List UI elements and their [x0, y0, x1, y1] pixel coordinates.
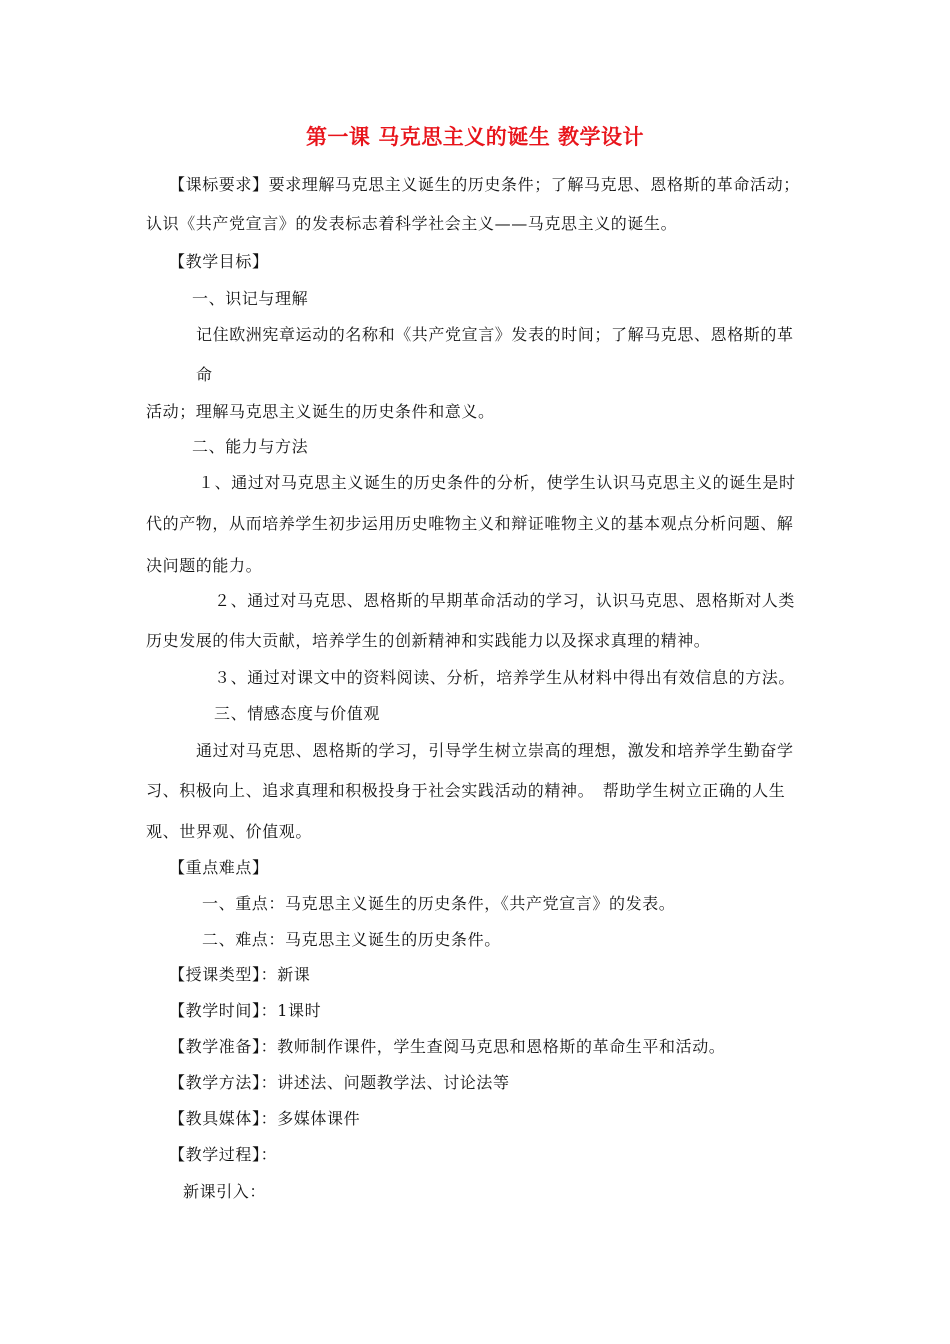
key-heading: 【重点难点】	[169, 858, 269, 877]
goal1-heading: 一、识记与理解	[192, 289, 309, 308]
lesson-time: 【教学时间】：1课时	[169, 1001, 322, 1020]
preparation: 【教学准备】：教师制作课件，学生查阅马克思和恩格斯的革命生平和活动。	[169, 1037, 726, 1056]
intro: 新课引入：	[183, 1182, 267, 1201]
goal2-item2-line-2: 历史发展的伟大贡献，培养学生的创新精神和实践能力以及探求真理的精神。	[146, 631, 711, 650]
goal2-item3-line-1: ３、通过对课文中的资料阅读、分析，培养学生从材料中得出有效信息的方法。	[214, 668, 796, 687]
curriculum-line-2: 认识《共产党宣言》的发表标志着科学社会主义——马克思主义的诞生。	[146, 214, 678, 233]
goal3-heading: 三、情感态度与价值观	[214, 704, 381, 723]
difficult-point: 二、难点：马克思主义诞生的历史条件。	[202, 930, 501, 949]
curriculum-line-1: 【课标要求】要求理解马克思主义诞生的历史条件；了解马克思、恩格斯的革命活动；	[169, 175, 800, 194]
goal2-item1-line-1: １、通过对马克思主义诞生的历史条件的分析，使学生认识马克思主义的诞生是时	[198, 473, 796, 492]
methods: 【教学方法】：讲述法、问题教学法、讨论法等	[169, 1073, 510, 1092]
goal3-line-1: 通过对马克思、恩格斯的学习，引导学生树立崇高的理想，激发和培养学生勤奋学	[196, 741, 794, 760]
media: 【教具媒体】：多媒体课件	[169, 1109, 361, 1128]
goal1-line-3: 活动；理解马克思主义诞生的历史条件和意义。	[146, 402, 495, 421]
document-title: 第一课 马克思主义的诞生 教学设计	[305, 125, 645, 149]
goal2-item2-line-1: ２、通过对马克思、恩格斯的早期革命活动的学习，认识马克思、恩格斯对人类	[214, 591, 796, 610]
key-point: 一、重点：马克思主义诞生的历史条件，《共产党宣言》的发表。	[202, 894, 676, 913]
goal2-item1-line-3: 决问题的能力。	[146, 556, 263, 575]
goal1-line-2: 命	[196, 365, 213, 384]
goals-heading: 【教学目标】	[169, 252, 269, 271]
lesson-type: 【授课类型】：新课	[169, 965, 311, 984]
goal3-line-2: 习、积极向上、追求真理和积极投身于社会实践活动的精神。 帮助学生树立正确的人生	[146, 781, 786, 800]
goal2-heading: 二、能力与方法	[192, 437, 309, 456]
goal2-item1-line-2: 代的产物，从而培养学生初步运用历史唯物主义和辩证唯物主义的基本观点分析问题、解	[146, 514, 794, 533]
process: 【教学过程】：	[169, 1145, 278, 1164]
goal3-line-3: 观、世界观、价值观。	[146, 822, 313, 841]
goal1-line-1: 记住欧洲宪章运动的名称和《共产党宣言》发表的时间；了解马克思、恩格斯的革	[196, 325, 794, 344]
